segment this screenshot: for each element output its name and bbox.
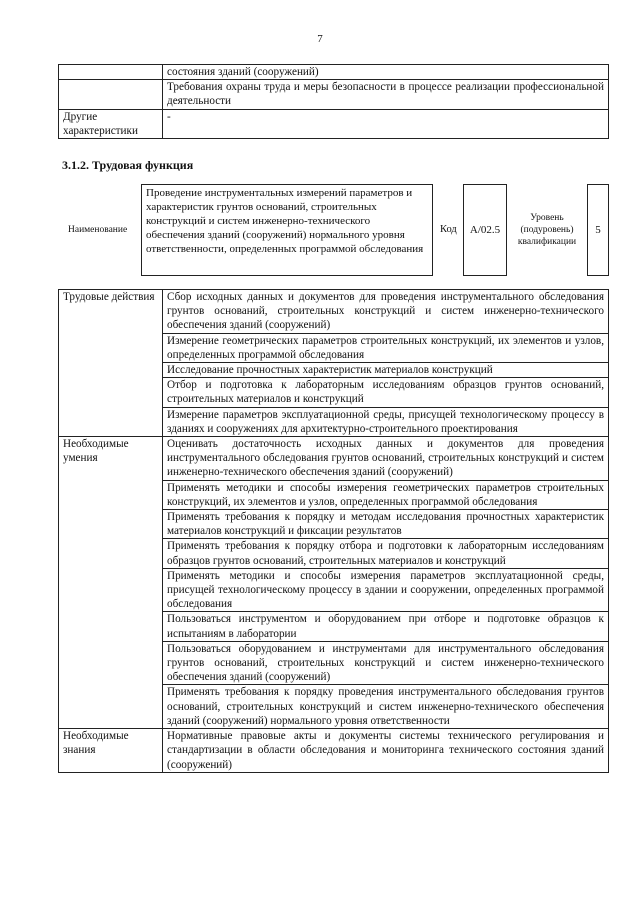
name-label: Наименование [68, 225, 128, 235]
page-number: 7 [317, 33, 323, 45]
list-item: Нормативные правовые акты и документы системы технического регулирования и стандартизации в области обследования и мониторинга технического состояния зданий (сооружений) [163, 729, 609, 773]
table-row [59, 729, 609, 773]
table-row [59, 65, 609, 80]
list-item: Измерение параметров эксплуатационной среды, присущей технологическому процессу в зданиях и сооружениях для архитектурно-строительного проектирования [163, 407, 609, 436]
table-row [59, 109, 609, 138]
level-label: Уровень (подуровень) квалификации [517, 213, 577, 247]
group-label-skills: Необходимые умения [59, 437, 163, 729]
group-label-actions: Трудовые действия [59, 290, 163, 437]
list-item: Применять методики и способы измерения геометрических параметров строительных конструкций, их элементов и узлов, определенных программой обследования [163, 480, 609, 509]
list-item: Сбор исходных данных и документов для проведения инструментального обследования грунтов оснований, строительных конструкций и систем инженерно-технического обеспечения зданий (сооружений) [163, 290, 609, 334]
level-value-box: 5 [587, 184, 609, 276]
row-text: - [163, 109, 609, 138]
row-text: Требования охраны труда и меры безопасности в процессе реализации профессиональной деятельности [163, 80, 609, 109]
table-row [59, 290, 609, 334]
list-item: Применять требования к порядку проведения инструментального обследования грунтов оснований, строительных конструкций и систем инженерно-технического обеспечения зданий (сооружений) нормального уровня ответственности [163, 685, 609, 729]
row-text: состояния зданий (сооружений) [163, 65, 609, 80]
list-item: Пользоваться оборудованием и инструментами для инструментального обследования грунтов оснований, строительных конструкций и систем инженерно-технического обеспечения зданий (сооружений) [163, 641, 609, 685]
list-item: Оценивать достаточность исходных данных и документов для проведения инструментального обследования грунтов оснований, строительных конструкций и систем инженерно-технического обеспечения зданий (сооружений) [163, 437, 609, 481]
section-title: 3.1.2. Трудовая функция [62, 158, 194, 172]
list-item: Применять требования к порядку и методам исследования прочностных характеристик материалов конструкций и фиксации результатов [163, 510, 609, 539]
group-label-knowledge: Необходимые знания [59, 729, 163, 773]
code-value-box: А/02.5 [463, 184, 507, 276]
table-row [59, 80, 609, 109]
code-label: Код [440, 224, 457, 235]
function-name-box: Проведение инструментальных измерений параметров и характеристик грунтов оснований, строительных конструкций и систем инженерно-технического обеспечения зданий (сооружений) нормального уровня ответственности, определенных программой обследования [141, 184, 433, 276]
continuation-table [58, 64, 609, 139]
list-item: Применять требования к порядку отбора и подготовки к лабораторным исследованиям образцов грунтов оснований, строительных материалов и конструкций [163, 539, 609, 568]
list-item: Измерение геометрических параметров строительных конструкций, их элементов и узлов, определенных программой обследования [163, 333, 609, 362]
row-label [59, 80, 163, 109]
list-item: Применять методики и способы измерения параметров эксплуатационной среды, присущей технологическому процессу в здании и сооружении, определенных программой обследования [163, 568, 609, 612]
function-detail-table [58, 289, 609, 773]
row-label: Другие характеристики [59, 109, 163, 138]
list-item: Исследование прочностных характеристик материалов конструкций [163, 363, 609, 378]
list-item: Пользоваться инструментом и оборудованием при отборе и подготовке образцов к испытаниям в лаборатории [163, 612, 609, 641]
row-label [59, 65, 163, 80]
table-row [59, 437, 609, 481]
list-item: Отбор и подготовка к лабораторным исследованиям образцов грунтов оснований, строительных материалов и конструкций [163, 378, 609, 407]
